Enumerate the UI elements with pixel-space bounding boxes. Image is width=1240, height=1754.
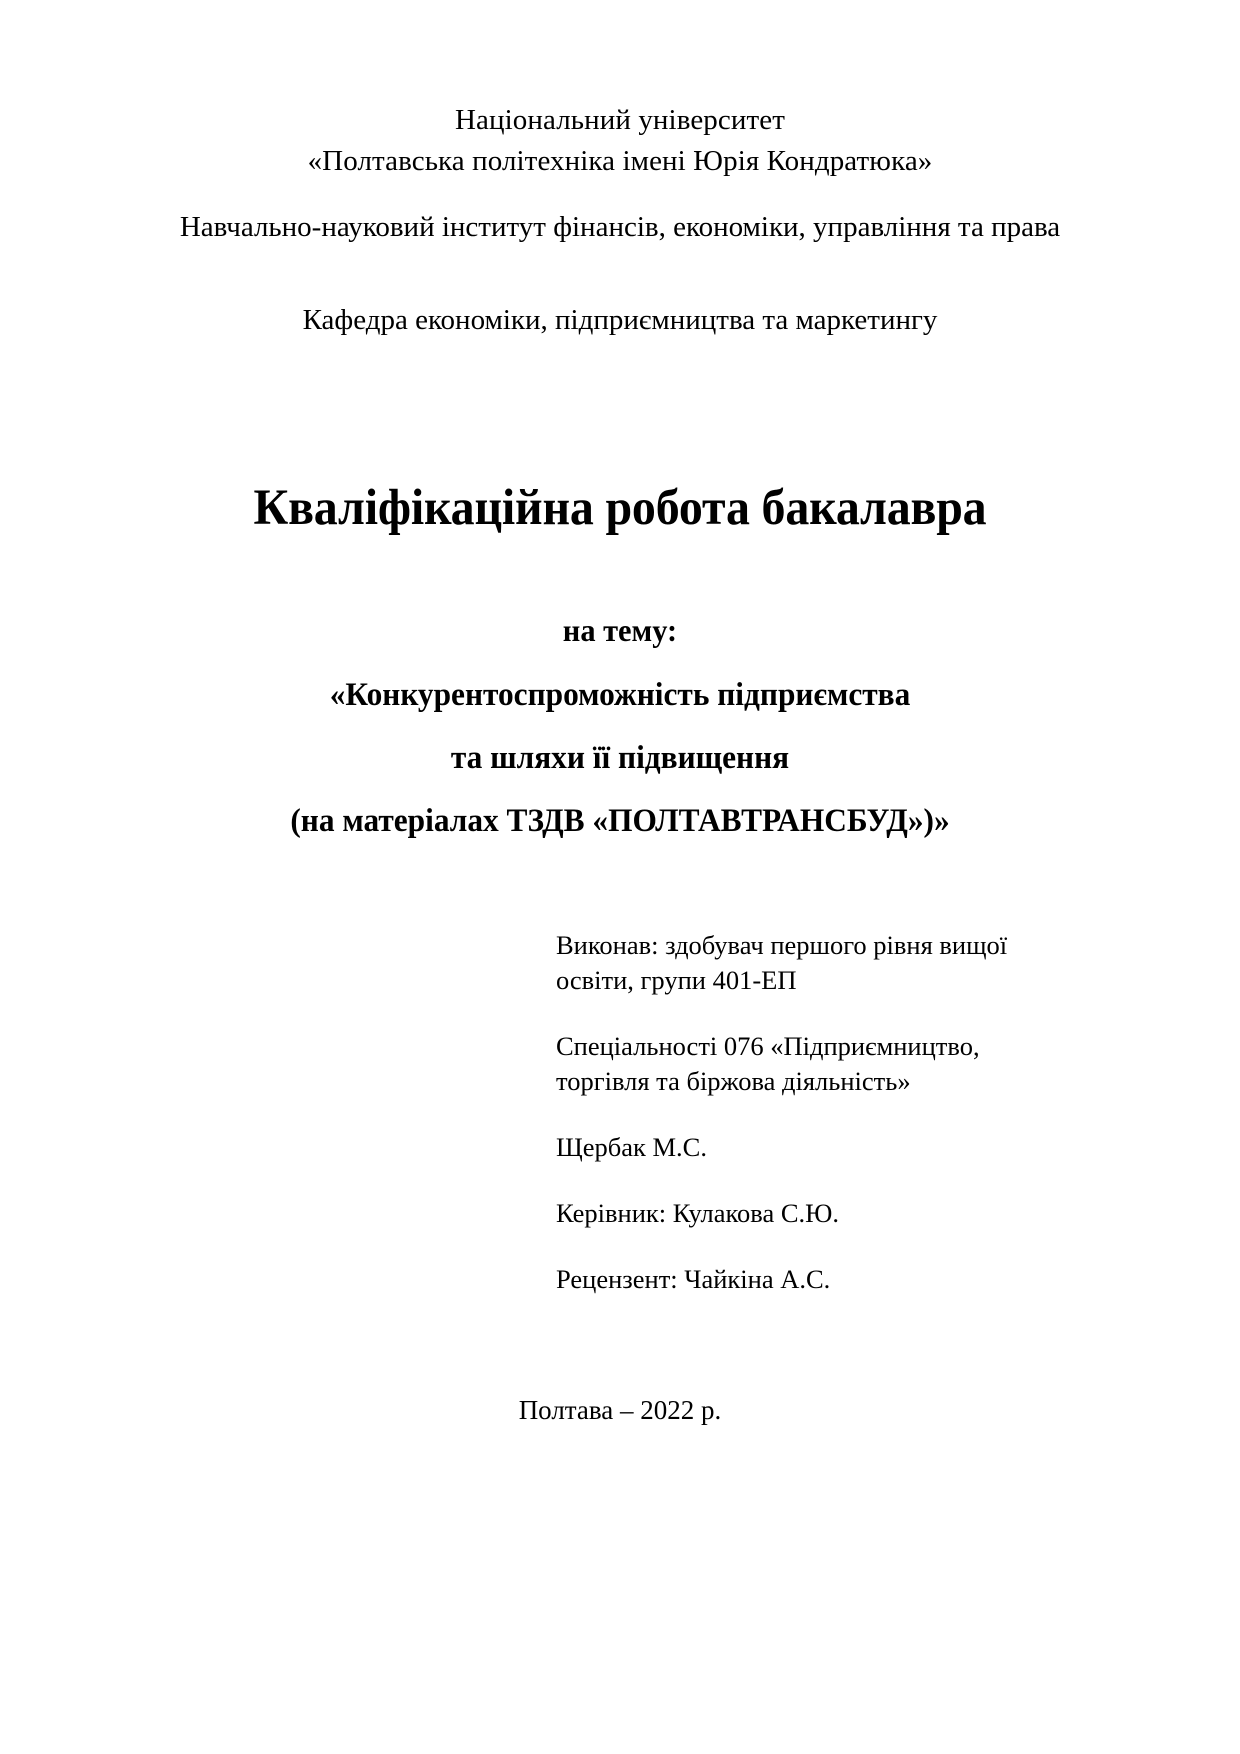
student-name: Щербак М.С. [556, 1132, 707, 1162]
page-title: Кваліфікаційна робота бакалавра [253, 480, 987, 536]
place-and-year: Полтава – 2022 р. [518, 1395, 722, 1425]
supervisor-name: Керівник: Кулакова С.Ю. [556, 1198, 840, 1228]
department-name: Кафедра економіки, підприємництва та маркетингу [302, 304, 938, 336]
performed-by-line-2: освіти, групи 401-ЕП [556, 965, 797, 995]
topic-line-2: та шляхи її підвищення [450, 740, 790, 776]
university-name-line-2: «Полтавська політехніка імені Юрія Кондратюка» [307, 145, 933, 177]
performed-by-line-1: Виконав: здобувач першого рівня вищої [556, 930, 1008, 960]
specialty-line-1: Спеціальності 076 «Підприємництво, [556, 1031, 980, 1061]
author-details-block [556, 928, 1076, 1297]
institute-name: Навчально-науковий інститут фінансів, економіки, управління та права [179, 211, 1061, 243]
specialty-line-2: торгівля та біржова діяльність» [556, 1066, 911, 1096]
topic-line-3: (на матеріалах ТЗДВ «ПОЛТАВТРАНСБУД»)» [290, 803, 950, 839]
specialty-entry [556, 1029, 1076, 1099]
university-header [120, 100, 1120, 182]
thesis-topic-block [70, 608, 1170, 844]
university-name-line-1: Національний університет [454, 104, 786, 136]
topic-line-1: «Конкурентоспроможність підприємства [329, 677, 911, 713]
reviewer-name: Рецензент: Чайкіна А.С. [556, 1264, 831, 1294]
topic-lead-label: на тему: [562, 612, 678, 648]
performed-by-entry [556, 928, 1076, 998]
